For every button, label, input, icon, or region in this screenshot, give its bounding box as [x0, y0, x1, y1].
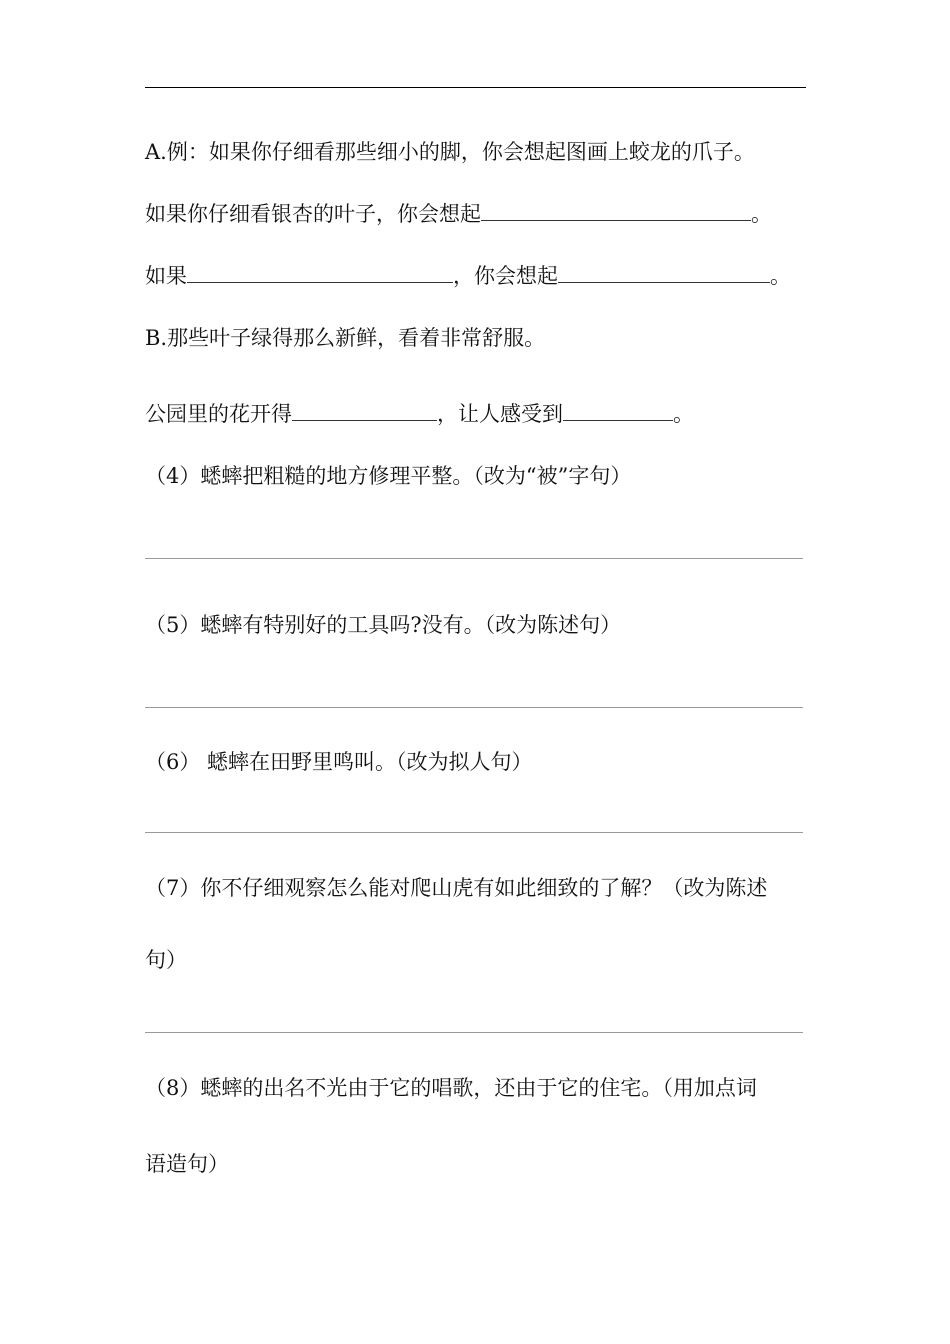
- exercise-b-line-2-prefix: 公园里的花开得: [145, 402, 292, 426]
- exercise-a-line-3-suffix: 。: [770, 264, 791, 288]
- answer-line-7[interactable]: [145, 1032, 803, 1033]
- question-4: （4）蟋蟀把粗糙的地方修理平整。（改为“被”字句）: [145, 464, 632, 488]
- exercise-a-line-2-suffix: 。: [751, 202, 772, 226]
- question-7-line-1: （7）你不仔细观察怎么能对爬山虎有如此细致的了解？（改为陈述: [145, 876, 768, 900]
- exercise-b-line-2-middle: ，让人感受到: [437, 402, 563, 426]
- fill-blank[interactable]: [481, 200, 751, 221]
- exercise-b-line-2-suffix: 。: [673, 402, 694, 426]
- answer-line-5[interactable]: [145, 707, 803, 708]
- answer-line-6[interactable]: [145, 832, 803, 833]
- question-6: （6） 蟋蟀在田野里鸣叫。（改为拟人句）: [145, 750, 533, 774]
- fill-blank[interactable]: [558, 262, 770, 283]
- question-8-line-2: 语造句）: [145, 1152, 229, 1176]
- exercise-a-line-3-prefix: 如果: [145, 264, 187, 288]
- exercise-a-example: A.例：如果你仔细看那些细小的脚，你会想起图画上蛟龙的爪子。: [145, 140, 755, 164]
- question-8-line-1: （8）蟋蟀的出名不光由于它的唱歌，还由于它的住宅。（用加点词: [145, 1076, 757, 1100]
- exercise-b-example: B.那些叶子绿得那么新鲜，看着非常舒服。: [145, 326, 546, 350]
- exercise-a-line-2: [145, 200, 772, 228]
- answer-line-4[interactable]: [145, 558, 803, 559]
- question-7-line-2: 句）: [145, 948, 187, 972]
- fill-blank[interactable]: [187, 262, 453, 283]
- exercise-b-line-2: [145, 400, 694, 428]
- fill-blank[interactable]: [563, 400, 673, 421]
- exercise-a-line-2-prefix: 如果你仔细看银杏的叶子，你会想起: [145, 202, 481, 226]
- fill-blank[interactable]: [292, 400, 437, 421]
- question-5: （5）蟋蟀有特别好的工具吗?没有。（改为陈述句）: [145, 613, 622, 637]
- exercise-a-line-3-middle: ，你会想起: [453, 264, 558, 288]
- header-rule: [145, 87, 806, 88]
- exercise-a-line-3: [145, 262, 791, 290]
